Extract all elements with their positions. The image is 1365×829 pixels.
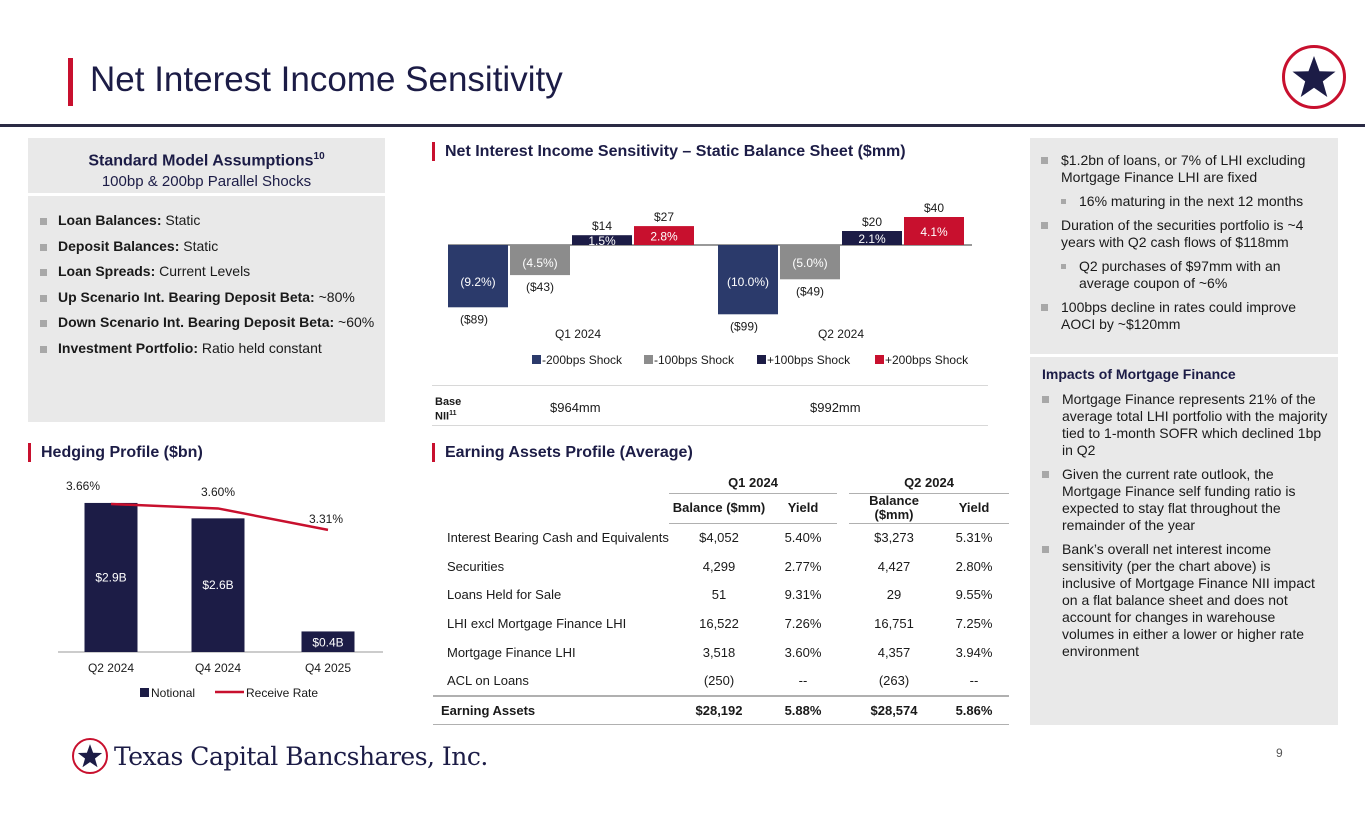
page-title: Net Interest Income Sensitivity — [90, 60, 563, 99]
notional-bar-label: $2.6B — [202, 578, 234, 593]
base-nii-row — [432, 385, 988, 426]
table-row: Mortgage Finance LHI 3,518 3.60% 4,357 3.94% — [447, 645, 993, 661]
earning-assets-table — [433, 473, 1009, 725]
bar-value-label: ($99) — [729, 319, 759, 334]
bar-value-label: $27 — [653, 210, 675, 225]
bar-pct-label: (9.2%) — [460, 275, 496, 289]
category-label: Q4 2024 — [194, 661, 242, 675]
footer-company-name: Texas Capital Bancshares, Inc. — [114, 741, 488, 771]
list-item: Bank’s overall net interest income sensitivity (per the chart above) is inclusive of Mortgage Finance NII impact on a flat balance sheet and does not account for changes in warehouse volumes in either a lower or higher rate environment — [1042, 541, 1328, 660]
col-yield-q1: Yield — [769, 493, 837, 523]
list-item: Deposit Balances: Static — [40, 234, 385, 260]
earning-section-title: Earning Assets Profile (Average) — [432, 443, 693, 462]
bar-pct-label: 4.1% — [920, 225, 948, 239]
page-number: 9 — [1276, 746, 1283, 760]
nii-sensitivity-chart — [432, 168, 992, 380]
legend-label: -100bps Shock — [654, 353, 735, 367]
mortgage-impacts-panel — [1030, 357, 1338, 725]
legend-swatch-notional — [140, 688, 149, 697]
bar-pct-label: 1.5% — [588, 234, 616, 249]
notional-bar-label: $2.9B — [95, 570, 127, 585]
assumptions-header — [28, 138, 385, 196]
footer-star-icon — [72, 738, 108, 774]
bar-value-label: ($89) — [459, 312, 489, 327]
list-item: $1.2bn of loans, or 7% of LHI excluding Mortgage Finance LHI are fixed — [1041, 152, 1328, 186]
base-nii-q1: $964mm — [550, 400, 601, 415]
bar-pct-label: 2.1% — [858, 232, 886, 246]
brand-logo — [1282, 45, 1346, 109]
bar-value-label: ($43) — [525, 280, 555, 295]
impacts-title: Impacts of Mortgage Finance — [1042, 366, 1236, 382]
bar-value-label: $20 — [861, 215, 883, 229]
list-item: Q2 purchases of $97mm with an average coupon of ~6% — [1041, 258, 1328, 292]
legend-label: Notional — [151, 686, 196, 700]
assumptions-list — [28, 196, 385, 362]
legend-swatch — [532, 355, 541, 364]
category-label: Q4 2025 — [304, 661, 352, 675]
header-divider — [0, 124, 1365, 127]
list-item: Investment Portfolio: Ratio held constant — [40, 336, 385, 362]
assumptions-panel — [28, 138, 385, 422]
nii-section-title: Net Interest Income Sensitivity – Static Balance Sheet ($mm) — [432, 142, 906, 161]
footer-logo — [72, 738, 488, 774]
list-item: Down Scenario Int. Bearing Deposit Beta: ~60% — [40, 310, 385, 336]
bar-value-label: ($49) — [795, 284, 825, 299]
notes-list — [1041, 152, 1328, 333]
table-row: Interest Bearing Cash and Equivalents $4,052 5.40% $3,273 5.31% — [447, 529, 993, 546]
star-icon — [1291, 54, 1337, 100]
group-header-q1: Q1 2024 — [669, 473, 837, 493]
bar-pct-label: (4.5%) — [522, 256, 558, 270]
list-item: Loan Balances: Static — [40, 208, 385, 234]
list-item: Mortgage Finance represents 21% of the average total LHI portfolio with the majority tied to 1-month SOFR which declined 1bp in Q2 — [1042, 391, 1328, 459]
title-accent-bar — [68, 58, 73, 106]
bar-value-label: $40 — [923, 201, 945, 215]
receive-rate-label: 3.31% — [308, 512, 344, 526]
table-row: Loans Held for Sale 51 9.31% 29 9.55% — [447, 587, 993, 603]
list-item: Duration of the securities portfolio is ~4 years with Q2 cash flows of $118mm — [1041, 217, 1328, 251]
col-balance-q1: Balance ($mm) — [669, 493, 769, 523]
list-item: Given the current rate outlook, the Mortgage Finance self funding ratio is expected to stay flat throughout the remainder of the year — [1042, 466, 1328, 534]
base-nii-label: Base NII$^{11}$ — [435, 396, 462, 423]
legend-swatch — [757, 355, 766, 364]
bar-value-label: $14 — [591, 219, 613, 234]
list-item: Loan Spreads: Current Levels — [40, 259, 385, 285]
legend-label: Receive Rate — [246, 686, 319, 700]
impacts-list — [1042, 391, 1328, 660]
category-label: Q1 2024 — [554, 327, 602, 341]
legend-label: -200bps Shock — [542, 353, 623, 367]
table-row: ACL on Loans (250) -- (263) -- — [447, 673, 979, 689]
legend-swatch — [644, 355, 653, 364]
bar-pct-label: (10.0%) — [726, 275, 770, 289]
legend-swatch — [875, 355, 884, 364]
bar-pct-label: 2.8% — [650, 229, 678, 244]
list-item: 16% maturing in the next 12 months — [1041, 193, 1328, 210]
category-label: Q2 2024 — [817, 327, 865, 341]
notional-bar-label: $0.4B — [312, 635, 344, 650]
group-header-q2: Q2 2024 — [849, 473, 1009, 493]
col-yield-q2: Yield — [939, 493, 1009, 523]
assumptions-subtitle: 100bp & 200bp Parallel Shocks — [101, 173, 312, 191]
category-label: Q2 2024 — [87, 661, 135, 675]
hedging-section-title: Hedging Profile ($bn) — [28, 443, 203, 462]
table-row: Securities 4,299 2.77% 4,427 2.80% — [447, 558, 993, 574]
table-row: LHI excl Mortgage Finance LHI 16,522 7.26% 16,751 7.25% — [447, 616, 993, 632]
legend-label: +200bps Shock — [885, 353, 969, 367]
list-item: 100bps decline in rates could improve AOCI by ~$120mm — [1041, 299, 1328, 333]
securities-notes-panel — [1030, 138, 1338, 354]
receive-rate-label: 3.60% — [200, 485, 236, 499]
legend-label: +100bps Shock — [767, 353, 851, 367]
col-balance-q2: Balance ($mm) — [849, 493, 939, 523]
bar-pct-label: (5.0%) — [792, 256, 828, 270]
receive-rate-label: 3.66% — [65, 479, 101, 493]
list-item: Up Scenario Int. Bearing Deposit Beta: ~80% — [40, 285, 385, 311]
base-nii-q2: $992mm — [810, 400, 861, 415]
hedging-profile-chart — [28, 470, 388, 710]
table-total-row: Earning Assets $28,192 5.88% $28,574 5.86% — [433, 696, 1009, 725]
assumptions-title: Standard Model Assumptions$^{10}$ — [88, 151, 325, 170]
